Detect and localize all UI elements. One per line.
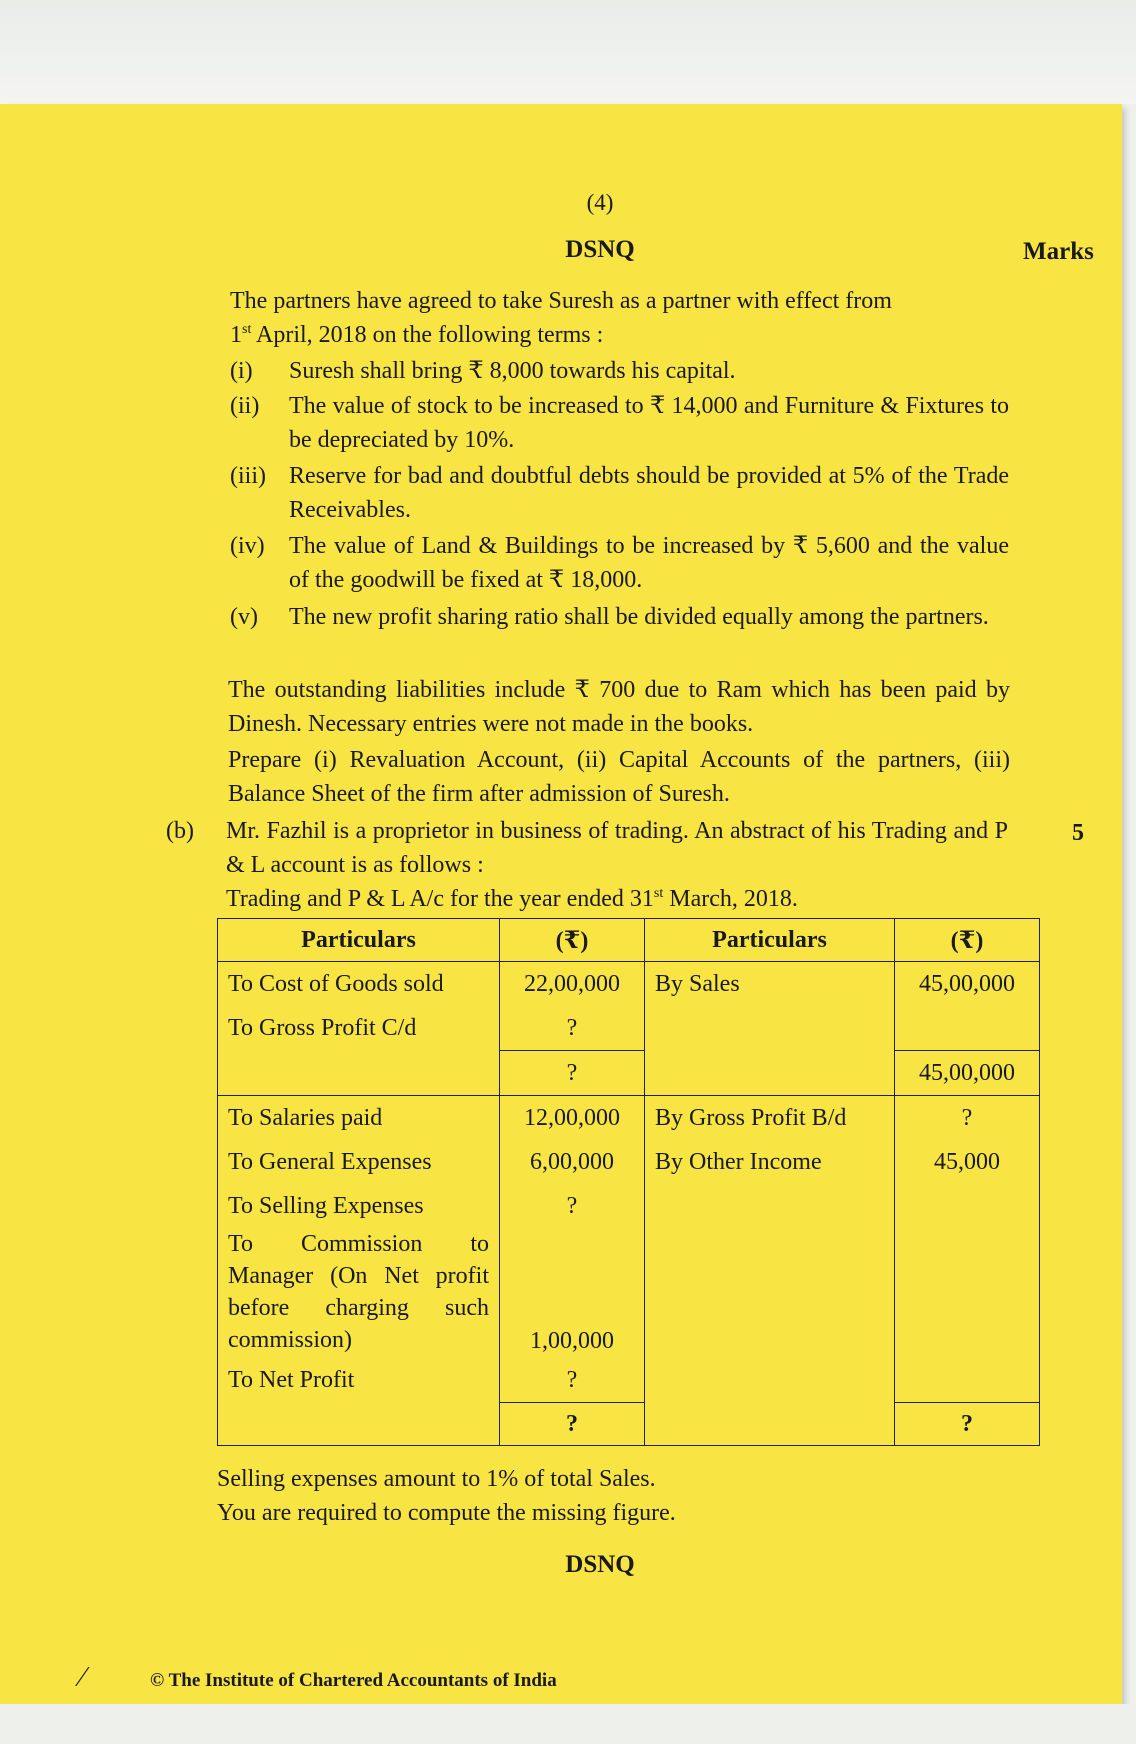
term-number: (ii) (230, 393, 260, 419)
amount-value: 6,00,000 (530, 1149, 614, 1175)
pl-debit-total: ? (500, 1403, 645, 1446)
page-number: (4) (586, 190, 614, 215)
particulars-text: To Cost of Goods sold (228, 971, 444, 997)
particulars-text: To General Expenses (228, 1149, 432, 1175)
scan-bottom-margin (0, 1704, 1136, 1744)
amount-value: 1,00,000 (530, 1328, 614, 1354)
table-row (218, 962, 1040, 1051)
part-b-marks: 5 (1072, 820, 1084, 846)
amount-value: 22,00,000 (524, 971, 620, 997)
trading-debit-total: ? (500, 1051, 645, 1096)
term-text: Suresh shall bring ₹ 8,000 towards his capital. (289, 358, 736, 384)
pl-credit-amounts (895, 1096, 1040, 1403)
column-header: Particulars (218, 919, 500, 962)
term-text: The new profit sharing ratio shall be divided equally among the partners. (289, 604, 989, 630)
table-total-row (218, 1403, 1040, 1446)
term-number: (iv) (230, 533, 265, 559)
particulars-text: To Commission to Manager (On Net profit before charging such commission) (228, 1231, 489, 1353)
copyright-notice: © The Institute of Chartered Accountants of India (150, 1670, 557, 1691)
column-header: (₹) (500, 919, 645, 962)
liabilities-note: The outstanding liabilities include ₹ 700 due to Ram which has been paid by Dinesh. Necessary entries were not made in the books. (228, 677, 1010, 737)
amount-value: ? (961, 1105, 973, 1131)
part-b-label: (b) (166, 818, 194, 844)
pl-debit-particulars (218, 1096, 500, 1403)
paper-code-footer: DSNQ (565, 1551, 635, 1578)
amount-value: 45,000 (934, 1149, 1000, 1175)
trading-credit-amounts (895, 962, 1040, 1051)
table-row (218, 1096, 1040, 1403)
term-number: (v) (230, 604, 258, 630)
particulars-text: By Sales (655, 971, 740, 997)
trading-pl-account-table (217, 918, 1040, 1446)
table-total-row (218, 1051, 1040, 1096)
pen-mark: ⁄ (80, 1662, 85, 1693)
column-header: Particulars (645, 919, 895, 962)
intro-line-2: 1st April, 2018 on the following terms : (230, 322, 604, 348)
trading-credit-particulars (645, 962, 895, 1096)
particulars-text: To Net Profit (228, 1367, 355, 1393)
term-number: (iii) (230, 463, 266, 489)
term-text: The value of stock to be increased to ₹ 14,000 and Furniture & Fixtures to be depreciated by 10%. (289, 393, 1009, 453)
pl-credit-particulars (645, 1096, 895, 1446)
scan-top-margin (0, 0, 1136, 104)
account-title: Trading and P & L A/c for the year ended 31st March, 2018. (226, 886, 798, 912)
column-header: (₹) (895, 919, 1040, 962)
marks-column-label: Marks (1023, 238, 1094, 265)
amount-value: ? (566, 1193, 578, 1219)
particulars-text: To Gross Profit C/d (228, 1015, 417, 1041)
prepare-instruction: Prepare (i) Revaluation Account, (ii) Capital Accounts of the partners, (iii) Balance Sheet of the firm after admission of Suresh. (228, 747, 1010, 807)
amount-value: ? (566, 1367, 578, 1393)
amount-value: 45,00,000 (919, 971, 1015, 997)
amount-value: ? (566, 1015, 578, 1041)
particulars-text: To Salaries paid (228, 1105, 383, 1131)
particulars-text: By Gross Profit B/d (655, 1105, 847, 1131)
particulars-text: By Other Income (655, 1149, 822, 1175)
part-b-intro: Mr. Fazhil is a proprietor in business of trading. An abstract of his Trading and P & L account is as follows : (226, 818, 1008, 878)
intro-line-1: The partners have agreed to take Suresh as a partner with effect from (230, 288, 892, 314)
term-text: Reserve for bad and doubtful debts should be provided at 5% of the Trade Receivables. (289, 463, 1009, 523)
particulars-text: To Selling Expenses (228, 1193, 424, 1219)
paper-code-header: DSNQ (565, 236, 635, 263)
trading-debit-particulars (218, 962, 500, 1051)
trading-credit-total: 45,00,000 (895, 1051, 1040, 1096)
pl-credit-total: ? (895, 1403, 1040, 1446)
amount-value: 12,00,000 (524, 1105, 620, 1131)
pl-debit-amounts (500, 1096, 645, 1403)
selling-expenses-note: Selling expenses amount to 1% of total Sales. (217, 1466, 656, 1492)
table-header-row (218, 919, 1040, 962)
trading-debit-amounts (500, 962, 645, 1051)
term-text: The value of Land & Buildings to be increased by ₹ 5,600 and the value of the goodwill be fixed at ₹ 18,000. (289, 533, 1009, 593)
term-number: (i) (230, 358, 253, 384)
compute-instruction: You are required to compute the missing figure. (217, 1500, 676, 1526)
